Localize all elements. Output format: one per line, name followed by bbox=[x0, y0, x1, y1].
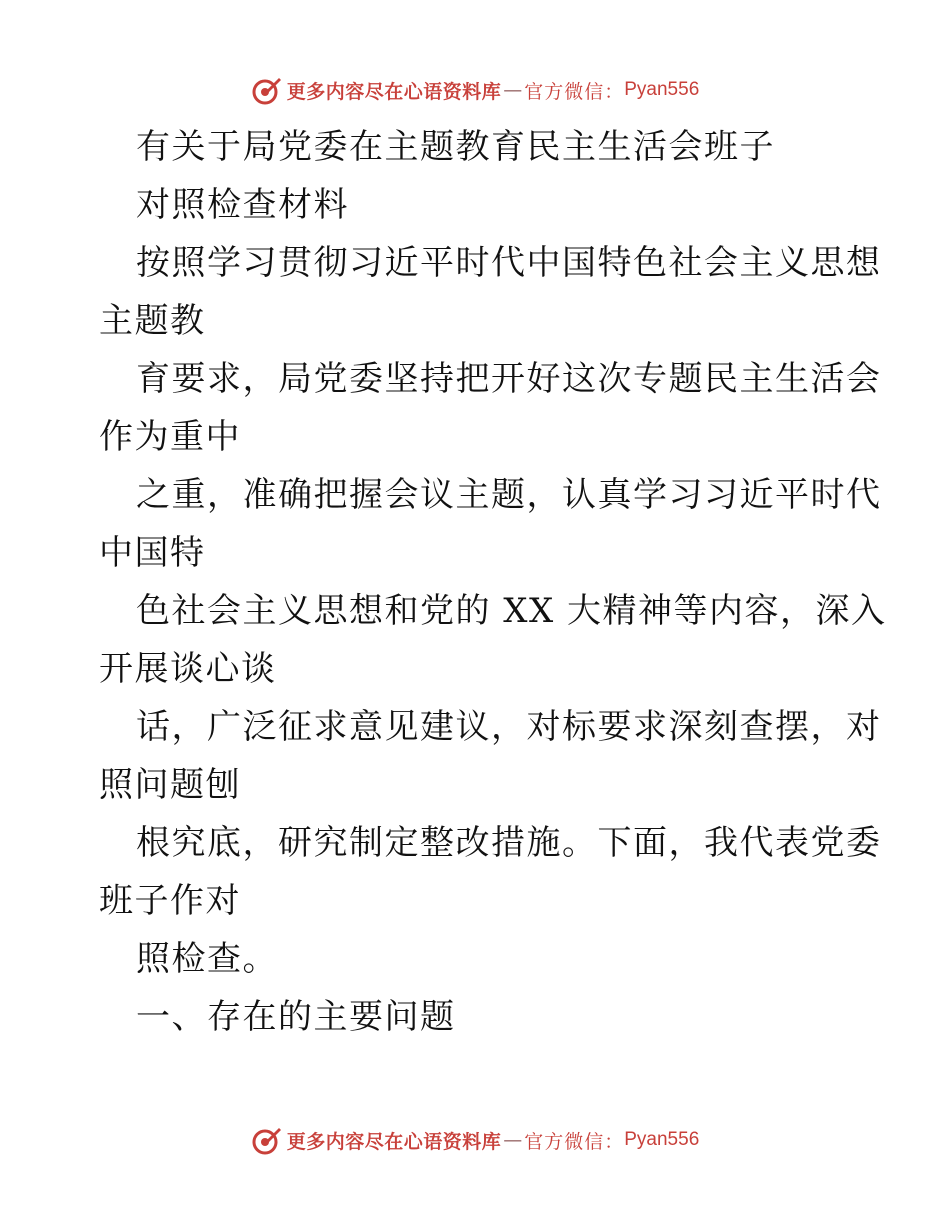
doc-line: 照检查。 bbox=[136, 939, 278, 979]
header-banner bbox=[0, 72, 950, 108]
doc-line: 班子作对 bbox=[99, 881, 241, 921]
banner-separator: — bbox=[503, 1129, 523, 1151]
doc-line: 照问题刨 bbox=[99, 765, 241, 805]
doc-title-line-1: 有关于局党委在主题教育民主生活会班子 bbox=[136, 127, 775, 167]
doc-line: 话，广泛征求意见建议，对标要求深刻查摆，对 bbox=[136, 707, 882, 747]
section-heading: 一、存在的主要问题 bbox=[136, 997, 456, 1037]
banner-wechat-label: 官方微信： bbox=[524, 1130, 625, 1153]
doc-title-line-2: 对照检查材料 bbox=[136, 185, 349, 225]
banner-wechat-id: Pyan556 bbox=[624, 79, 700, 100]
doc-line: 作为重中 bbox=[99, 417, 241, 457]
doc-line: 育要求，局党委坚持把开好这次专题民主生活会 bbox=[136, 359, 882, 399]
banner-separator: — bbox=[503, 79, 523, 101]
doc-line: 主题教 bbox=[99, 301, 206, 341]
doc-line: 按照学习贯彻习近平时代中国特色社会主义思想 bbox=[136, 243, 882, 283]
doc-line: 色社会主义思想和党的 XX 大精神等内容，深入 bbox=[136, 591, 887, 631]
doc-line: 之重，准确把握会议主题，认真学习习近平时代 bbox=[136, 475, 882, 515]
banner-wechat-id: Pyan556 bbox=[624, 1129, 700, 1150]
banner-wechat-label: 官方微信： bbox=[524, 80, 625, 103]
doc-line: 根究底，研究制定整改措施。下面，我代表党委 bbox=[136, 823, 882, 863]
quill-logo-icon bbox=[251, 1124, 283, 1156]
quill-logo-icon bbox=[251, 74, 283, 106]
doc-line: 开展谈心谈 bbox=[99, 649, 277, 689]
document-body bbox=[99, 118, 887, 1046]
doc-line: 中国特 bbox=[99, 533, 206, 573]
banner-slogan: 更多内容尽在心语资料库 bbox=[286, 80, 502, 103]
footer-banner bbox=[0, 1122, 950, 1158]
banner-slogan: 更多内容尽在心语资料库 bbox=[286, 1130, 502, 1153]
